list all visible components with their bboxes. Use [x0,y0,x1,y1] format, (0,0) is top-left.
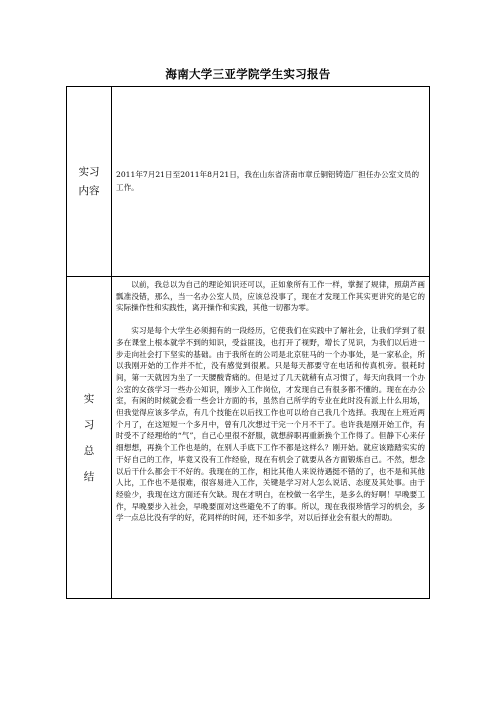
content-label-cell [67,87,112,277]
summary-text-cell [112,277,430,599]
summary-label-char: 总 [83,444,95,457]
summary-label-char: 结 [83,470,95,483]
content-label-line1: 实习 [78,165,100,178]
content-label-line2: 内容 [78,184,100,197]
table-row [67,277,430,599]
summary-label-char: 实 [83,392,95,405]
summary-label-char: 习 [83,418,95,431]
page-title: 海南大学三亚学院学生实习报告 [165,67,331,81]
summary-paragraph: 以前，我总以为自己的理论知识还可以，正如象所有工作一样，掌握了规律，照葫芦画瓢准没错，那么，当一名办公室人员，应该总没事了，现在才发现工作其实更讲究的是它的实际操作性和实践性，离开操作和实践，其他一切都为零。 [116,280,425,313]
summary-label-cell [67,277,112,599]
content-text-cell [112,87,430,277]
report-table [66,86,430,599]
table-row [67,87,430,277]
internship-content-text: 2011年7月21日至2011年8月21日，我在山东省济南市章丘铜铝铸造厂担任办公室文员的工作。 [116,170,420,192]
summary-paragraph: 实习是每个大学生必须拥有的一段经历，它使我们在实践中了解社会，让我们学到了很多在课堂上根本就学不到的知识，受益匪浅，也打开了视野，增长了见识，为我们以后进一步走向社会打下坚实的基础。由于我所在的公司是北京驻马的一个办事处，是一家私企，所以我刚开始的工作并不忙，没有感觉到很累。只是每天都要守在电话和传真机旁。很耗时间，第一天就因为坐了一天腰酸背痛的。但是过了几天就稍有点习惯了，每天向我同一个办公室的女孩学习一些办公知识，刚步入工作岗位，才发现自己有很多都不懂的。现在在办公室，有闲的时候就会看一些会计方面的书，虽然自己所学的专业在此时没有派上什么用场，但我觉得应该多学点，有几个技能在以后找工作也可以给自己我几个选择。我现在上班近两个月了，在这短短一个多月中，曾有几次想过干完一个月不干了。也许我是刚开始工作，有时受不了经理给的“气”，自己心里很不舒服，就想辞职再重新换个工作得了。但静下心来仔细想想，再换个工作也是的，在别人手底下工作不都是这样么？刚开始。就应该踏踏实实的干好自己的工作，毕竟又没有工作经验，现在有机会了就要从各方面锻炼自己。不然，想念以后干什么都会干不好的。我现在的工作，相比其他人来说待遇挺不错的了，也不是和其他人比，工作也不是很难，很容易进入工作，关键是学习对人怎么说话、态度及其处事。由于经验少，我现在这方面还有欠缺。现在才明白，在校做一名学生，是多么的好啊！早晚要工作，早晚要步入社会，早晚要面对这些避免不了的事。所以，现在我很珍惜学习的机会，多学一点总比没有学的好，花同样的时间，还不如多学，对以后择业会有很大的帮助。 [116,326,425,523]
